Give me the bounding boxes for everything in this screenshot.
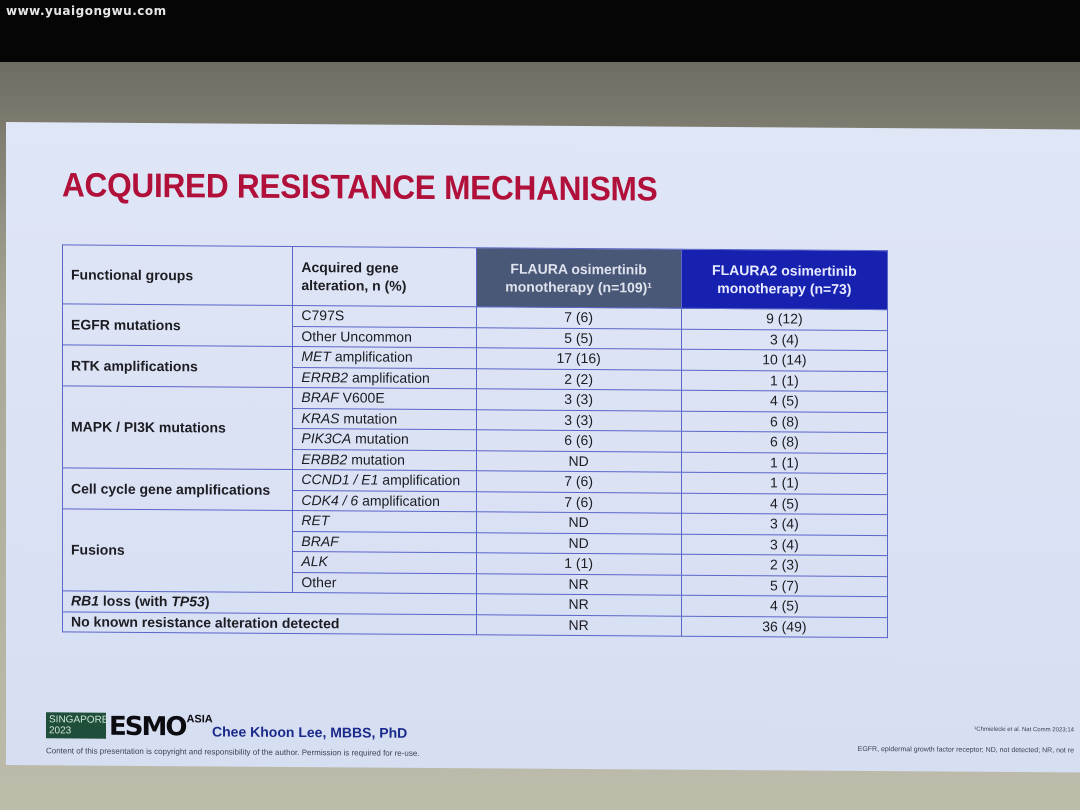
flaura-value: 7 (6) xyxy=(476,471,681,493)
gene-cell xyxy=(293,306,476,328)
group-egfr-mutations: EGFR mutations xyxy=(63,304,293,347)
group-rtk-amplifications: RTK amplifications xyxy=(63,345,293,388)
flaura2-value: 1 (1) xyxy=(681,370,887,392)
flaura-value: ND xyxy=(476,450,681,472)
singapore-label: SINGAPORE xyxy=(49,714,109,726)
table-row xyxy=(63,345,888,371)
group-mapk-pi3k-mutations: MAPK / PI3K mutations xyxy=(63,386,293,470)
header-flaura: FLAURA osimertinib monotherapy (n=109)¹ xyxy=(476,248,681,308)
resistance-table xyxy=(62,244,888,638)
flaura-value: 5 (5) xyxy=(476,327,681,349)
gene-suffix: amplification xyxy=(378,471,461,489)
flaura2-value: 6 (8) xyxy=(681,411,887,433)
header-flaura2: FLAURA2 osimertinib monotherapy (n=73) xyxy=(681,249,887,309)
flaura-value: 6 (6) xyxy=(476,430,681,452)
flaura-value: 3 (3) xyxy=(476,389,681,411)
gene-suffix: V600E xyxy=(338,389,385,406)
table-row xyxy=(63,304,888,330)
gene-cell xyxy=(293,470,476,492)
presentation-slide xyxy=(6,122,1080,772)
flaura-value: ND xyxy=(476,512,681,534)
gene-cell xyxy=(293,367,476,389)
flaura2-value: 4 (5) xyxy=(681,390,887,412)
group-rb1-loss xyxy=(63,591,477,614)
presenter-name: Chee Khoon Lee, MBBS, PhD xyxy=(212,723,408,741)
gene-name: Other Uncommon xyxy=(301,327,412,345)
gene-cell xyxy=(293,388,476,410)
flaura-value: 2 (2) xyxy=(476,368,681,390)
rb1-mid: loss (with xyxy=(99,592,172,610)
flaura-value: ND xyxy=(476,532,681,554)
flaura2-value: 4 (5) xyxy=(681,493,887,515)
esmo-asia-logo xyxy=(46,711,213,743)
table-row xyxy=(63,611,888,637)
flaura-value: 7 (6) xyxy=(476,307,681,329)
gene-cell xyxy=(293,326,476,348)
gene-suffix: mutation xyxy=(339,410,398,427)
flaura2-value: 1 (1) xyxy=(681,452,887,474)
gene-suffix: mutation xyxy=(347,451,405,468)
header-gene-alteration: Acquired gene alteration, n (%) xyxy=(293,247,476,307)
flaura2-value: 3 (4) xyxy=(681,513,887,535)
gene-cell xyxy=(293,572,476,594)
rb1-gene: RB1 xyxy=(71,592,100,609)
flaura2-value: 4 (5) xyxy=(681,595,887,617)
flaura2-value: 10 (14) xyxy=(681,349,887,371)
gene-cell xyxy=(293,449,476,471)
header-functional-groups: Functional groups xyxy=(63,245,293,306)
group-no-known-alteration: No known resistance alteration detected xyxy=(63,611,477,634)
gene-cell xyxy=(293,408,476,430)
flaura-value: 3 (3) xyxy=(476,409,681,431)
rb1-end: ) xyxy=(204,593,210,610)
table-row xyxy=(63,509,888,535)
gene-cell xyxy=(293,552,476,574)
gene-cell xyxy=(293,490,476,512)
flaura-value: NR xyxy=(476,614,681,636)
reference-note: ¹Chmielecki et al. Nat Comm 2023;14 xyxy=(974,726,1074,734)
asia-wordmark: ASIA xyxy=(186,713,213,726)
gene-name: KRAS xyxy=(301,409,340,427)
gene-name: MET xyxy=(301,348,331,365)
gene-name: ERRB2 xyxy=(301,368,349,386)
flaura2-value: 6 (8) xyxy=(681,431,887,453)
gene-name: PIK3CA xyxy=(301,430,352,447)
gene-name: Other xyxy=(301,573,337,591)
watermark-text: www.yuaigongwu.com xyxy=(6,4,167,18)
rb1-tp53: TP53 xyxy=(171,593,205,610)
flaura2-value: 36 (49) xyxy=(681,616,887,638)
flaura-value: NR xyxy=(476,573,681,595)
gene-name: ERBB2 xyxy=(301,450,348,468)
gene-name: C797S xyxy=(301,307,345,324)
flaura2-value: 5 (7) xyxy=(681,575,887,597)
esmo-wordmark: ESMO xyxy=(109,711,186,743)
table-row xyxy=(63,468,888,494)
slide-title: ACQUIRED RESISTANCE MECHANISMS xyxy=(62,166,658,209)
copyright-notice: Content of this presentation is copyright and responsibility of the author. Permission is required for re-use. xyxy=(46,746,420,758)
table-header-row xyxy=(63,245,888,310)
gene-name: BRAF xyxy=(301,389,339,406)
gene-cell xyxy=(293,531,476,553)
abbreviations-note: EGFR, epidermal growth factor receptor; ND, not detected; NR, not re xyxy=(857,745,1074,755)
table-row xyxy=(63,386,888,412)
gene-suffix: amplification xyxy=(348,369,430,386)
flaura-value: 7 (6) xyxy=(476,491,681,513)
gene-name: CDK4 / 6 xyxy=(301,491,359,509)
group-cell-cycle-amplifications: Cell cycle gene amplifications xyxy=(63,468,293,511)
gene-name: ALK xyxy=(301,553,328,570)
flaura-value: 17 (16) xyxy=(476,348,681,370)
flaura2-value: 2 (3) xyxy=(681,554,887,576)
singapore-badge xyxy=(46,712,109,738)
gene-cell xyxy=(293,347,476,369)
gene-suffix: mutation xyxy=(351,430,409,448)
gene-cell xyxy=(293,429,476,451)
flaura2-value: 9 (12) xyxy=(681,308,887,330)
flaura-value: 1 (1) xyxy=(476,553,681,575)
group-fusions: Fusions xyxy=(63,509,293,593)
flaura2-value: 3 (4) xyxy=(681,534,887,556)
gene-suffix: amplification xyxy=(330,348,413,366)
gene-name: BRAF xyxy=(301,532,339,550)
flaura2-value: 1 (1) xyxy=(681,472,887,494)
gene-name: RET xyxy=(301,512,330,529)
flaura2-value: 3 (4) xyxy=(681,329,887,351)
gene-suffix: amplification xyxy=(358,492,440,509)
gene-cell xyxy=(293,511,476,533)
flaura-value: NR xyxy=(476,594,681,616)
gene-name: CCND1 / E1 xyxy=(301,471,379,488)
year-label: 2023 xyxy=(49,725,72,737)
